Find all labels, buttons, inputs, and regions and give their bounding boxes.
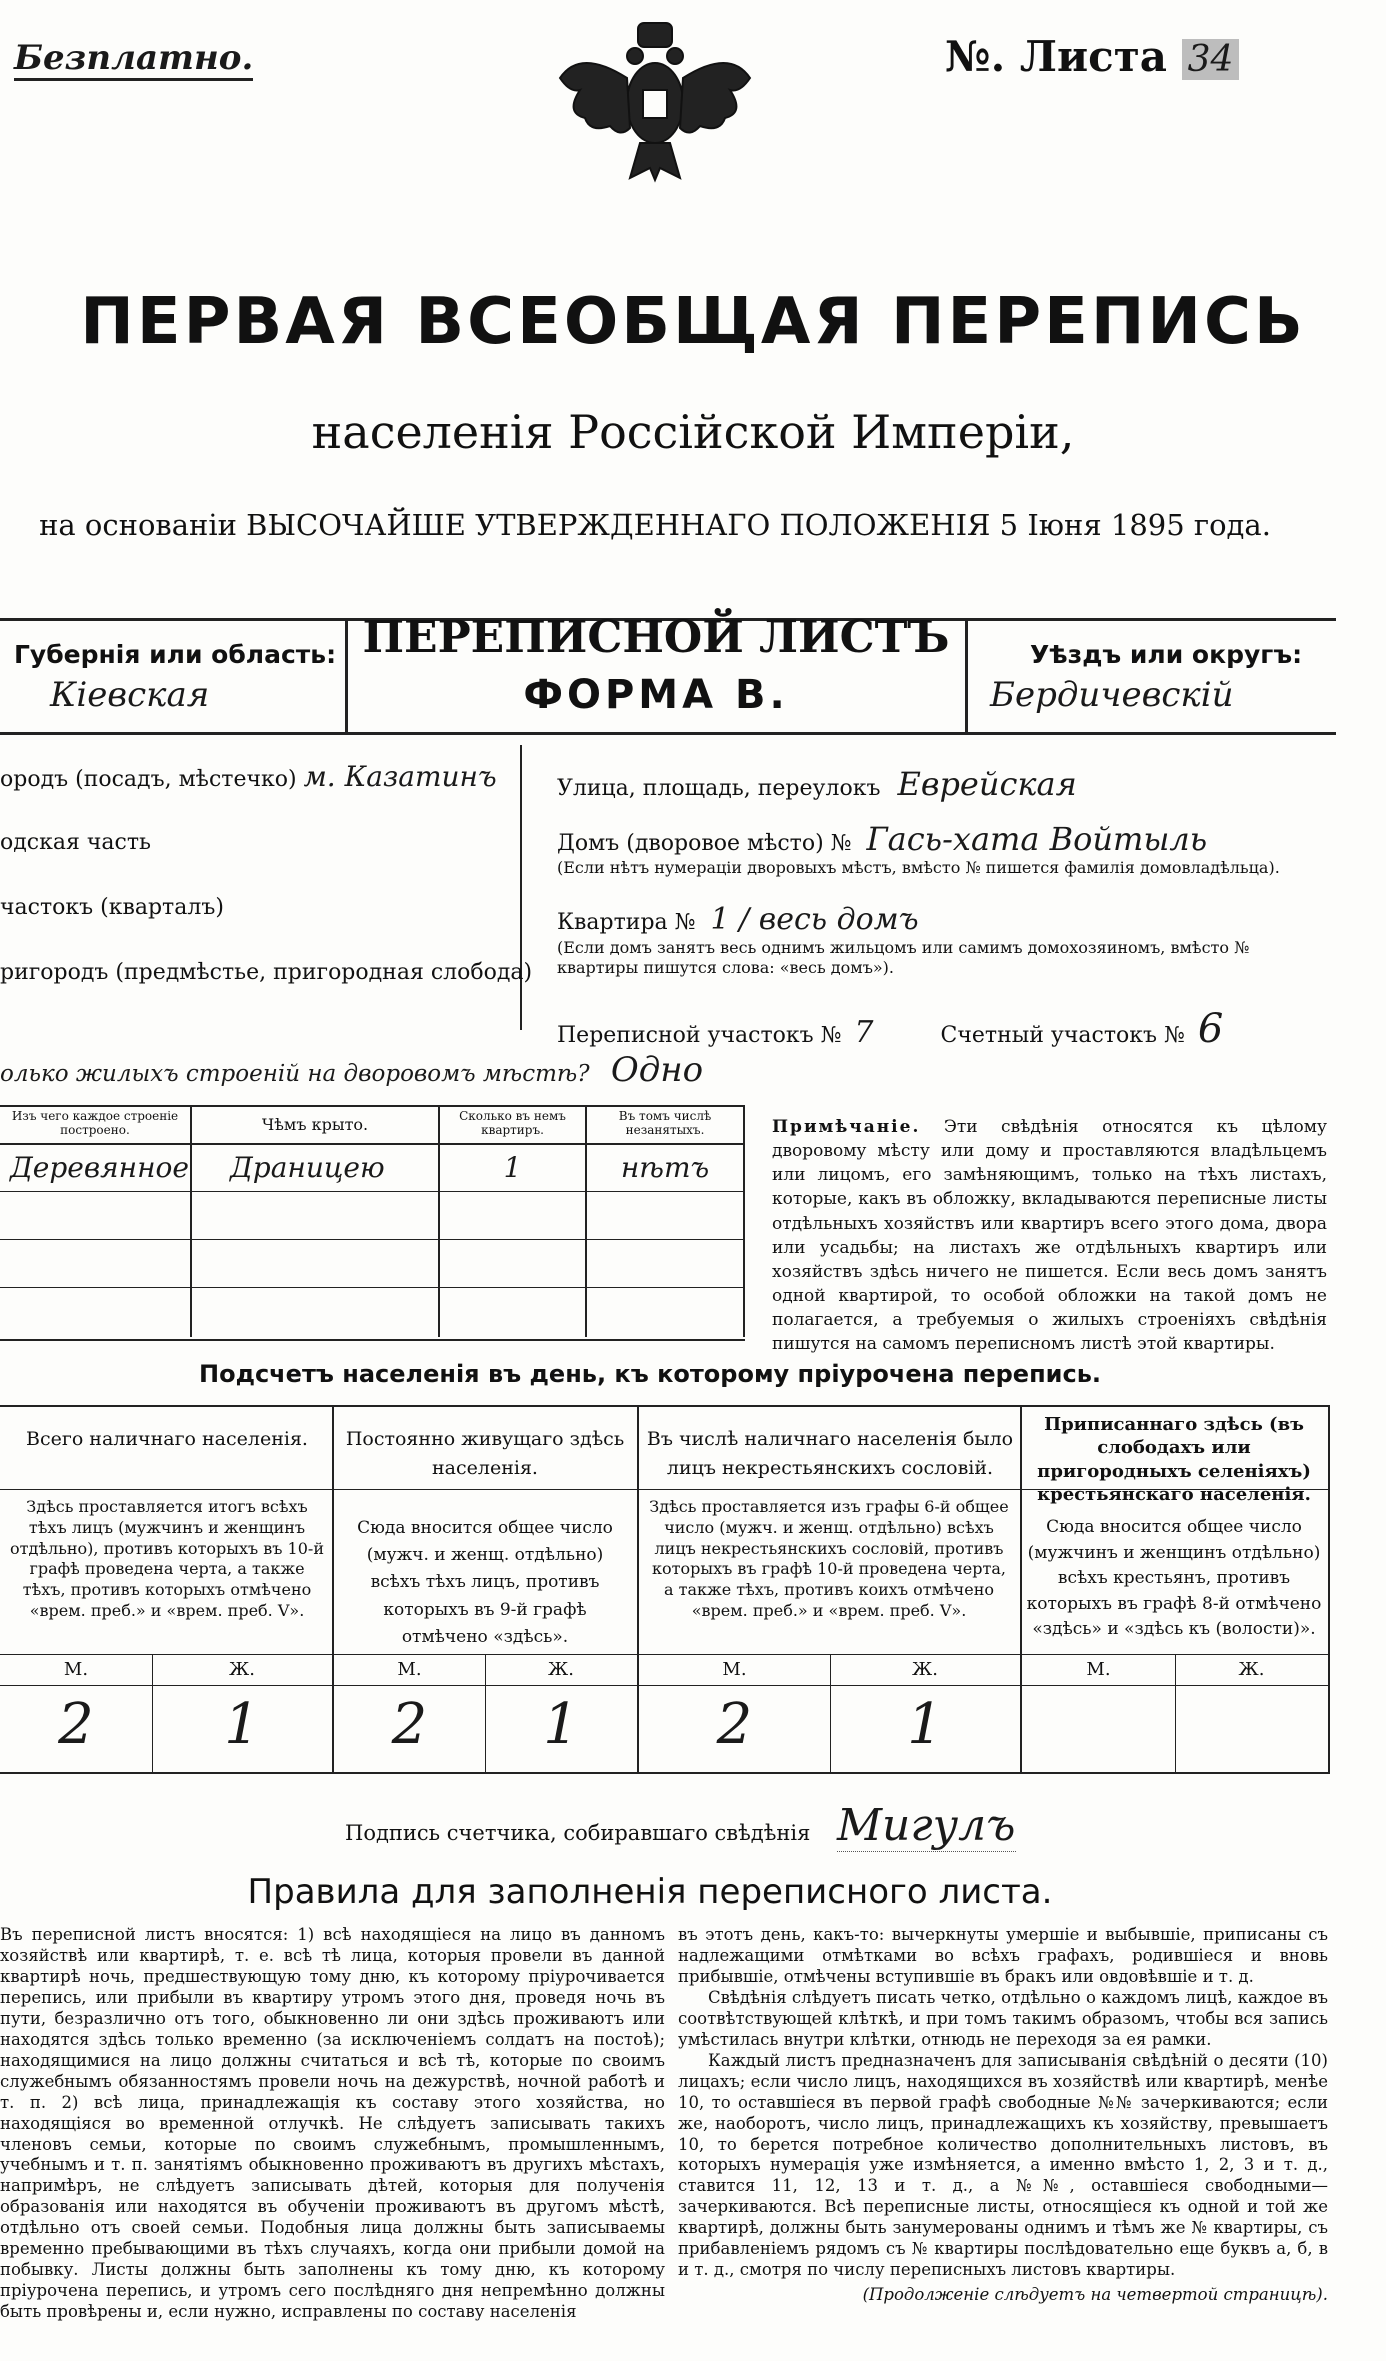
buildings-cell-roof: Драницею [230,1151,385,1184]
census-district-label: Переписной участокъ № [557,1023,842,1048]
main-title: ПЕРВАЯ ВСЕОБЩАЯ ПЕРЕПИСЬ [80,285,1306,359]
pop-col2-m-value: 2 [391,1692,428,1757]
rules-heading: Правила для заполненія переписного листа. [247,1872,1053,1912]
signature-row [345,1800,1016,1851]
pop-col3-title: Въ числѣ наличнаго населенія было лицъ некрестьянскихъ сословій. [646,1428,1014,1479]
population-heading: Подсчетъ населенія въ день, къ которому пріурочена перепись. [199,1360,1101,1388]
population-table [0,1405,1330,1774]
uezd-label: Уѣздъ или округъ: [1030,640,1303,669]
note-heading: Примѣчаніе. [772,1117,921,1137]
note-text: Эти свѣдѣнія относятся къ цѣлому дворовому мѣсту или дому и проставляются владѣльцемъ или лицомъ, его замѣняющимъ, только на тѣхъ листахъ, которые, какъ въ обложку, вкладываются переписные листы отдѣльныхъ хозяйствъ или квартиръ всего этого дома, двора или усадьбы; на листахъ же отдѣльныхъ квартиръ или хозяйствъ здѣсь ничего не пишется. Если весь домъ занятъ одной квартирой, то особой обложки на такой домъ не полагается, а требуемыя о жилыхъ строеніяхъ свѣдѣнія пишутся на самомъ переписномъ листѣ этой квартиры. [772,1117,1327,1355]
rules-right-p2: Свѣдѣнія слѣдуетъ писать четко, отдѣльно о каждомъ лицѣ, каждое въ соотвѣтствующей клѣткѣ, и при томъ такимъ образомъ, чтобы вся запись умѣстилась внутри клѣтки, отнюдь не переходя за ея рамки. [678,1987,1328,2049]
legal-basis: на основаніи ВЫСОЧАЙШЕ УТВЕРЖДЕННАГО ПОЛОЖЕНІЯ 5 Іюня 1895 года. [39,508,1271,542]
town-part-label: одская часть [0,830,151,855]
pop-col3-f-label: Ж. [912,1659,938,1680]
pop-col1-desc: Здѣсь проставляется итогъ всѣхъ тѣхъ лицъ (мужчинъ и женщинъ отдѣльно), противъ которыхъ въ 10-й графѣ проведена черта, а также тѣхъ, противъ которыхъ отмѣчено «врем. преб.» и «врем. преб. V». [10,1497,324,1620]
street-value: Еврейская [897,765,1077,803]
rules-right [678,1925,1328,2306]
pop-col4-m-label: М. [1086,1659,1111,1680]
apartment-row [557,902,919,937]
pop-col1-f-label: Ж. [229,1659,255,1680]
count-district-value: 6 [1197,1006,1224,1052]
apartment-label: Квартира № [557,910,696,935]
pop-col3-m-value: 2 [716,1692,753,1757]
suburb-label: ригородъ (предмѣстье, пригородная слобода) [0,960,533,985]
street-label: Улица, площадь, переулокъ [557,776,881,801]
buildings-cell-material: Деревянное [10,1151,189,1184]
town-label: ородъ (посадъ, мѣстечко) [0,767,297,792]
buildings-header-roof: Чѣмъ крыто. [261,1115,369,1134]
town-row [0,760,500,793]
pop-col3-desc: Здѣсь проставляется изъ графы 6-й общее число (мужч. и женщ. отдѣльно) всѣхъ лицъ некрестьянскихъ сословій, противъ которыхъ въ графѣ 10-й проведена черта, а также тѣхъ, противъ коихъ отмѣчено «врем. преб.» и «врем. преб. V». [649,1497,1009,1620]
pop-col4-desc: Сюда вносится общее число (мужчинъ и женщинъ отдѣльно) всѣхъ крестьянъ, противъ которыхъ въ графѣ 8-й отмѣчено «здѣсь» и «здѣсь къ (волости)». [1026,1517,1322,1639]
pop-col4-title: Приписаннаго здѣсь (въ слободахъ или пригородныхъ селеніяхъ) крестьянскаго населенія. [1037,1414,1311,1506]
sheet-number [945,32,1239,81]
count-district-label: Счетный участокъ № [940,1023,1185,1048]
street-row [557,765,1077,803]
gubernia-label: Губернія или область: [14,640,337,669]
rules-right-p3: Каждый листъ предназначенъ для записыванія свѣдѣній о десяти (10) лицахъ; если число лицъ, находящихся въ хозяйствѣ или квартирѣ, менѣе 10, то оставшіеся въ первой графѣ свободные №№ зачеркиваются; если же, наоборотъ, число лицъ, принадлежащихъ къ хозяйству, превышаетъ 10, то берется потребное количество дополнительныхъ листовъ, въ которыхъ нумерація уже измѣняется, а именно вмѣсто 1, 2, 3 и т. д., ставится 11, 12, 13 и т. д., а №№, оставшіеся свободными—зачеркиваются. Всѣ переписные листы, относящіеся къ одной и той же квартирѣ, должны быть занумерованы однимъ и тѣмъ же № квартиры, съ прибавленіемъ рядомъ съ № квартиры послѣдовательно еще буквъ а, б, в и т. д., смотря по числу переписныхъ листовъ квартиры. [678,2050,1328,2280]
house-row [557,820,1207,858]
apartment-value: 1 / весь домъ [710,902,919,937]
buildings-answer: Одно [610,1050,704,1090]
sheet-number-value: 34 [1182,39,1240,80]
rules-right-p1: въ этотъ день, какъ-то: вычеркнуты умершіе и выбывшіе, приписаны съ надлежащими отмѣтками во всѣхъ графахъ, родившіеся и вновь прибывшіе, отмѣчены вступившіе въ бракъ или овдовѣвшіе и т. д. [678,1925,1328,1986]
buildings-table [0,1105,745,1341]
apartment-note: (Если домъ занятъ весь однимъ жильцомъ или самимъ домохозяиномъ, вмѣсто № квартиры пишутся слова: «весь домъ»). [557,938,1250,977]
sub-title: населенія Россійской Имперіи, [311,405,1075,459]
rules-continued: (Продолженіе слѣдуетъ на четвертой страницѣ). [862,2285,1328,2305]
pop-col2-desc: Сюда вносится общее число (мужч. и женщ. отдѣльно) всѣхъ тѣхъ лицъ, противъ которыхъ въ 9-й графѣ отмѣчено «здѣсь». [357,1518,613,1647]
buildings-question-row [0,1050,703,1090]
pop-col2-m-label: М. [397,1659,422,1680]
uezd-value: Бердичевскій [990,675,1234,715]
pop-col1-m-value: 2 [58,1692,94,1757]
quarter-label: частокъ (кварталъ) [0,895,224,920]
pop-col3-m-label: М. [722,1659,747,1680]
pop-col1-title: Всего наличнаго населенія. [26,1428,308,1450]
house-note: (Если нѣтъ нумераціи дворовыхъ мѣстъ, вмѣсто № пишется фамилія домовладѣльца). [557,858,1280,877]
pop-col2-f-label: Ж. [548,1659,574,1680]
form-name: ФОРМА В. [523,672,789,718]
buildings-header-vacant: Въ томъ числѣ незанятыхъ. [618,1109,712,1138]
gubernia-value: Кіевская [50,675,210,715]
buildings-header-material: Изъ чего каждое строеніе построено. [11,1109,179,1138]
pop-col4-f-label: Ж. [1238,1659,1265,1680]
eagle-emblem-icon [540,18,770,183]
house-label: Домъ (дворовое мѣсто) № [557,831,852,856]
signature-value: Мигулъ [837,1800,1016,1851]
buildings-cell-apartments: 1 [503,1151,522,1184]
sheet-name: ПЕРЕПИСНОЙ ЛИСТЪ [362,612,950,663]
pop-col2-title: Постоянно живущаго здѣсь населенія. [345,1428,625,1479]
census-district-row [557,1006,1223,1052]
pop-col3-f-value: 1 [907,1692,943,1757]
buildings-cell-vacant: нѣтъ [620,1151,710,1184]
pop-col2-f-value: 1 [543,1692,579,1757]
census-district-value: 7 [854,1015,874,1050]
house-value: Гась-хата Войтыль [866,820,1208,858]
rules-left: Въ переписной листъ вносятся: 1) всѣ находящіеся на лицо въ данномъ хозяйствѣ или квартирѣ, т. е. всѣ тѣ лица, которыя провели въ данной квартирѣ ночь, предшествующую тому дню, къ которому пріурочивается перепись, или прибыли въ квартиру утромъ этого дня, проведя ночь въ пути, безразлично отъ того, обыкновенно ли они здѣсь проживаютъ или находятся здѣсь только временно (за исключеніемъ солдатъ на постоѣ); находящимися на лицо должны считаться и всѣ тѣ, которые по своимъ служебнымъ обязанностямъ провели ночь на дежурствѣ, ночной работѣ и т. п. 2) всѣ лица, принадлежащія къ составу этого хозяйства, но находящіяся во временной отлучкѣ. Не слѣдуетъ записывать такихъ членовъ семьи, которые по своимъ служебнымъ, промышленнымъ, учебнымъ и т. п. занятіямъ обыкновенно проживаютъ въ другихъ мѣстахъ, напримѣръ, не слѣдуетъ записывать дѣтей, которыя для полученія образованія или находятся въ обученіи проживаютъ въ другомъ мѣстѣ, отдѣльно отъ своей семьи. Подобныя лица должны быть записываемы временно пребывающими въ тѣхъ случаяхъ, когда они прибыли домой на побывку. Листы должны быть заполнены къ тому дню, къ которому пріурочена перепись, и утромъ сего послѣдняго дня непремѣнно должны быть провѣрены и, если нужно, исправлены по составу населенія [0,1925,665,2322]
note-block [772,1115,1327,1356]
buildings-header-apartments: Сколько въ немъ квартиръ. [459,1109,566,1138]
pop-col1-m-label: М. [63,1659,89,1680]
signature-label: Подпись счетчика, собиравшаго свѣдѣнія [345,1821,811,1845]
free-label: Безплатно. [14,38,253,81]
town-value: м. Казатинъ [303,760,497,793]
pop-col1-f-value: 1 [224,1692,260,1757]
buildings-question: олько жилыхъ строеній на дворовомъ мѣстѣ? [0,1061,590,1087]
sheet-number-label: №. Листа [945,32,1167,81]
